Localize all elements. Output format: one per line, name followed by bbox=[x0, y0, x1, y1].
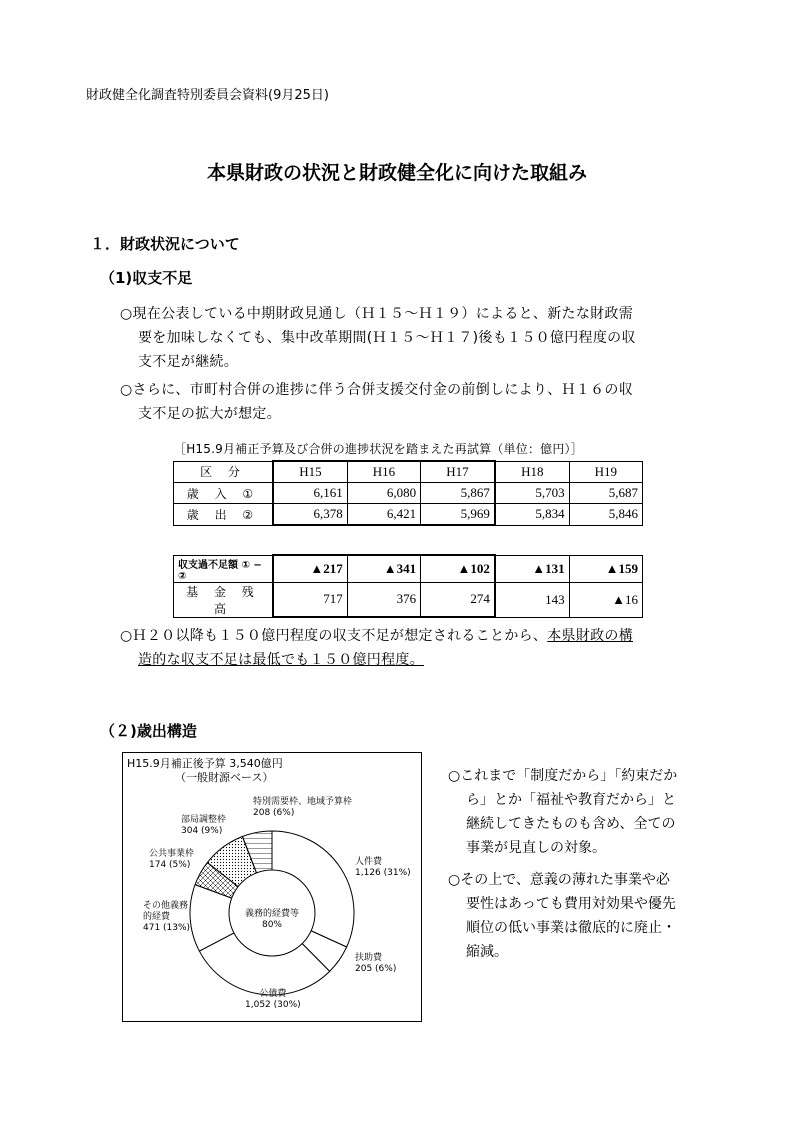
table-row bbox=[174, 555, 643, 582]
subsection-heading-1: （1)収支不足 bbox=[100, 269, 193, 287]
slice-value: 1,126 (31%) bbox=[355, 868, 411, 878]
label-assistance bbox=[355, 953, 396, 975]
table-row bbox=[174, 504, 643, 526]
cell: 6,161 bbox=[273, 483, 347, 504]
row-label: 収支過不足額 ① − ② bbox=[174, 555, 274, 582]
slice-label: その他義務的経費 bbox=[143, 901, 189, 922]
row-label: 歳 入 ① bbox=[174, 483, 274, 504]
chart-subtitle: （一般財源ベース） bbox=[175, 771, 274, 784]
expenditure-pie-chart bbox=[122, 752, 422, 1022]
slice-label: 扶助費 bbox=[355, 953, 383, 963]
chart-title: H15.9月補正後予算 3,540億円 bbox=[127, 757, 283, 770]
cell: ▲16 bbox=[569, 582, 642, 617]
right-bullet-1-line-3: 継続してきたものも含め、全ての bbox=[466, 816, 676, 832]
header-cell: H18 bbox=[495, 461, 569, 483]
row-label: 歳 出 ② bbox=[174, 504, 274, 526]
bullet-3-line-1: ○Ｈ２０以降も１５０億円程度の収支不足が想定されることから、 bbox=[120, 628, 548, 644]
right-bullets bbox=[448, 764, 728, 964]
cell: ▲131 bbox=[495, 555, 569, 582]
cell: 376 bbox=[347, 582, 420, 617]
bullet-3-line-1-underlined: 本県財政の構 bbox=[547, 628, 634, 644]
cell: 6,421 bbox=[347, 504, 420, 526]
header-note: 財政健全化調査特別委員会資料(9月25日) bbox=[86, 88, 329, 103]
cell: 6,080 bbox=[347, 483, 420, 504]
slice-value: 205 (6%) bbox=[355, 964, 397, 974]
right-bullet-2-line-2: 要性はあっても費用対効果や優先 bbox=[466, 896, 676, 912]
label-dept-adjust bbox=[181, 815, 226, 837]
cell: 5,834 bbox=[495, 504, 569, 526]
cell: 5,687 bbox=[569, 483, 642, 504]
cell: 6,378 bbox=[273, 504, 347, 526]
bullet-1 bbox=[120, 302, 730, 374]
label-public-works bbox=[149, 849, 194, 871]
bullet-2 bbox=[120, 378, 730, 426]
right-bullet-2-line-4: 縮減。 bbox=[466, 944, 508, 960]
center-value: 80% bbox=[261, 920, 282, 930]
row-label: 基 金 残 高 bbox=[174, 582, 274, 617]
table-header-row bbox=[174, 461, 643, 483]
right-bullet-1-line-2: ら」とか「福祉や教育だから」と bbox=[466, 792, 676, 808]
header-cell: H16 bbox=[347, 461, 420, 483]
right-bullet-1-line-4: 事業が見直しの対象。 bbox=[466, 840, 606, 856]
cell: 5,867 bbox=[421, 483, 495, 504]
subsection-heading-2: （２)歳出構造 bbox=[100, 722, 197, 740]
label-debt bbox=[245, 989, 301, 1011]
slice-label: 公共事業枠 bbox=[149, 849, 195, 859]
header-cell: H17 bbox=[421, 461, 495, 483]
label-special-regional bbox=[253, 797, 373, 819]
balance-table bbox=[173, 554, 643, 618]
budget-table bbox=[173, 460, 643, 526]
cell: 5,969 bbox=[421, 504, 495, 526]
bullet-1-line-3: 支不足が継続。 bbox=[138, 354, 239, 370]
cell: ▲159 bbox=[569, 555, 642, 582]
cell: 5,703 bbox=[495, 483, 569, 504]
slice-value: 174 (5%) bbox=[149, 860, 191, 870]
center-label: 義務的経費等 bbox=[244, 909, 299, 919]
right-bullet-1-line-1: ○これまで「制度だから」「約束だか bbox=[448, 768, 678, 784]
cell: ▲341 bbox=[347, 555, 420, 582]
pie-svg bbox=[123, 753, 421, 1021]
header-cell: 区 分 bbox=[174, 461, 274, 483]
bullet-3 bbox=[120, 624, 730, 672]
table-caption: ［H15.9月補正予算及び合併の進捗状況を踏まえた再試算（単位：億円）］ bbox=[174, 442, 583, 456]
slice-value: 208 (6%) bbox=[253, 808, 295, 818]
slice-label: 人件費 bbox=[355, 857, 383, 867]
cell: 274 bbox=[421, 582, 495, 617]
cell: 143 bbox=[495, 582, 569, 617]
slice-label: 公債費 bbox=[259, 989, 287, 999]
bullet-1-line-1: ○現在公表している中期財政見通し（Ｈ１５～Ｈ１９）によると、新たな財政需 bbox=[120, 306, 634, 322]
table-row bbox=[174, 483, 643, 504]
slice-label: 部局調整枠 bbox=[181, 815, 227, 825]
label-other-mandatory bbox=[143, 901, 195, 934]
table-row bbox=[174, 582, 643, 617]
slice-value: 1,052 (30%) bbox=[245, 1000, 301, 1010]
bullet-2-line-1: ○さらに、市町村合併の進捗に伴う合併支援交付金の前倒しにより、Ｈ１６の収 bbox=[120, 382, 634, 398]
slice-label: 特別需要枠、地域予算枠 bbox=[253, 797, 353, 807]
header-cell: H15 bbox=[273, 461, 347, 483]
bullet-2-line-2: 支不足の拡大が想定。 bbox=[138, 406, 281, 422]
section-heading-1: １．財政状況について bbox=[90, 235, 240, 253]
bullet-1-line-2: 要を加味しなくても、集中改革期間(Ｈ１５～Ｈ１７)後も１５０億円程度の収 bbox=[138, 330, 636, 346]
right-bullet-2-line-1: ○その上で、意義の薄れた事業や必 bbox=[448, 872, 670, 888]
right-bullet-2-line-3: 順位の低い事業は徹底的に廃止・ bbox=[466, 920, 676, 936]
bullet-3-line-2-underlined: 造的な収支不足は最低でも１５０億円程度。 bbox=[138, 652, 424, 668]
label-personnel bbox=[355, 857, 411, 879]
slice-value: 304 (9%) bbox=[181, 826, 223, 836]
cell: 5,846 bbox=[569, 504, 642, 526]
cell: 717 bbox=[273, 582, 347, 617]
cell: ▲217 bbox=[273, 555, 347, 582]
slice-value: 471 (13%) bbox=[143, 923, 191, 933]
cell: ▲102 bbox=[421, 555, 495, 582]
header-cell: H19 bbox=[569, 461, 642, 483]
page-title: 本県財政の状況と財政健全化に向けた取組み bbox=[206, 162, 587, 184]
